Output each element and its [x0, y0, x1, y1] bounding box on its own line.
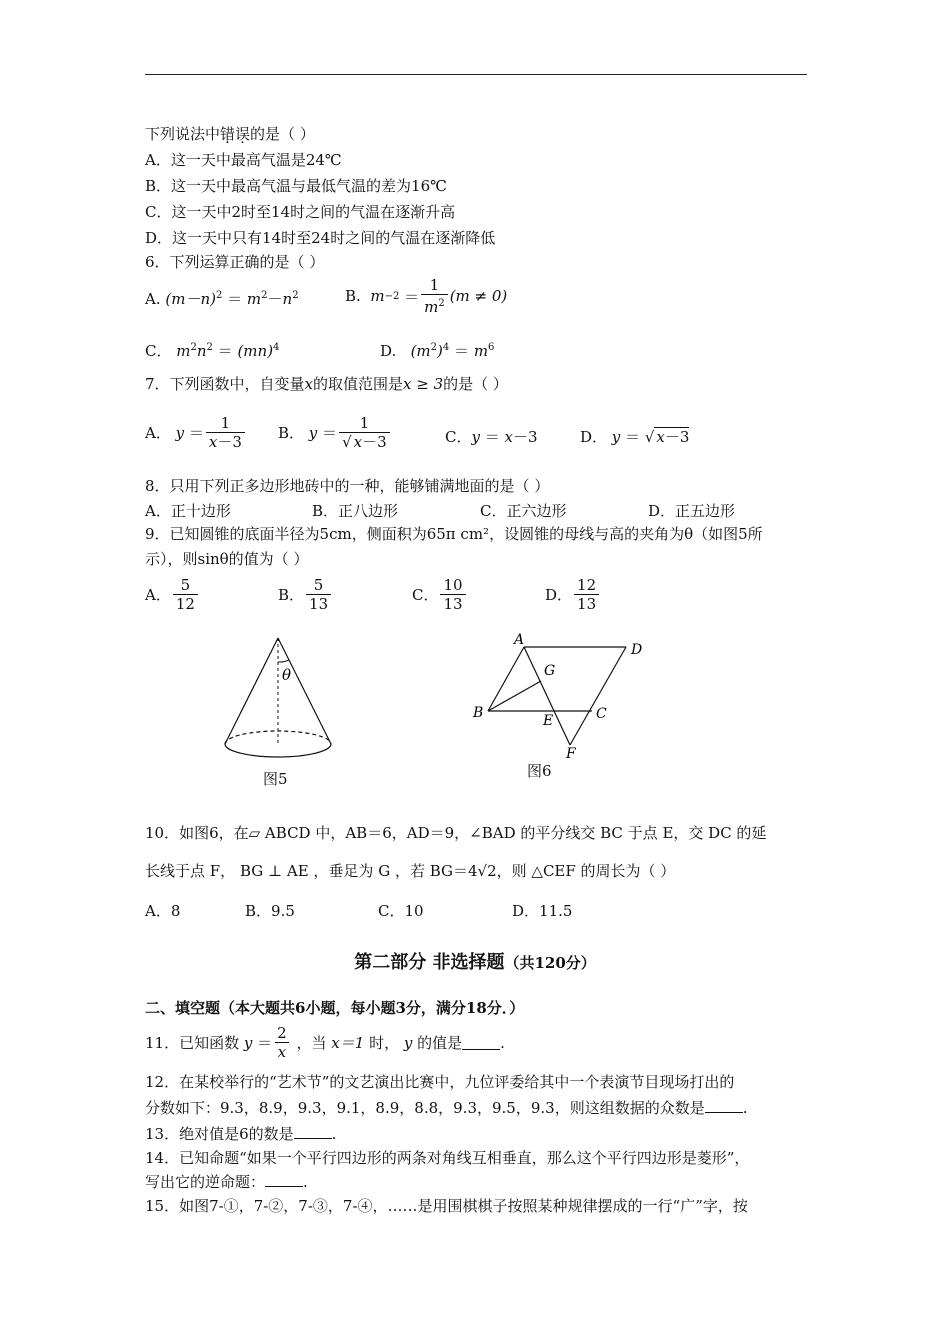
figure-6-parallelogram: [468, 630, 658, 760]
section2-title: 二、填空题（本大题共6小题，每小题3分，满分18分．）: [145, 999, 525, 1017]
fig6-label-f: F: [566, 746, 576, 760]
q14-line2: 写出它的逆命题： .: [145, 1173, 308, 1191]
q12-blank[interactable]: [705, 1098, 743, 1113]
q6-stem: 6．下列运算正确的是（ ）: [145, 253, 325, 271]
q9-option-d: D． $\frac{12}{13}$: [545, 576, 601, 613]
q5-option-c: C．这一天中2时至14时之间的气温在逐渐升高: [145, 203, 456, 221]
q6-option-b: B. m −2 ＝ $\frac{1}{m^2}$ (m ≠ 0): [345, 276, 508, 316]
q8-option-a: A．正十边形: [145, 502, 231, 520]
fig6-label-c: C: [596, 706, 607, 722]
fig6-caption: 图6: [527, 762, 552, 780]
q7-option-d: D． y ＝ √ x－3: [580, 428, 690, 446]
q5-option-a: A．这一天中最高气温是24℃: [145, 151, 342, 169]
q10-option-d: D．11.5: [512, 902, 573, 920]
q5-option-d: D．这一天中只有14时至24时之间的气温在逐渐降低: [145, 229, 496, 247]
q9-option-a: A． $\frac{5}{12}$: [145, 576, 200, 613]
q9-line1: 9．已知圆锥的底面半径为5cm，侧面积为65π cm²，设圆锥的母线与高的夹角为θ（如图5所: [145, 525, 763, 543]
fig6-label-e: E: [543, 713, 554, 729]
q8-option-d: D．正五边形: [648, 502, 736, 520]
q14-line1: 14．已知命题“如果一个平行四边形的两条对角线互相垂直，那么这个平行四边形是菱形”，: [145, 1149, 750, 1167]
q13: 13．绝对值是6的数是 .: [145, 1125, 337, 1143]
part2-title: 第二部分 非选择题（共120分）: [354, 952, 596, 973]
fig6-label-d: D: [631, 642, 643, 658]
q8-stem: 8．只用下列正多边形地砖中的一种，能够铺满地面的是（ ）: [145, 477, 550, 495]
fig6-label-a: A: [514, 632, 525, 648]
q12-line1: 12．在某校举行的“艺术节”的文艺演出比赛中，九位评委给其中一个表演节目现场打出的: [145, 1073, 735, 1091]
q7-option-c: C．y ＝ x－3: [445, 428, 538, 446]
q11-blank[interactable]: [462, 1035, 500, 1050]
q10-line2: 长线于点 F， BG ⊥ AE ，垂足为 G ，若 BG＝4√2，则 △CEF 的周长为（ ）: [145, 862, 676, 880]
q9-option-c: C． $\frac{10}{13}$: [412, 576, 468, 613]
q7-option-b: B． y ＝ $\frac{1}{√ x-3}$: [278, 414, 392, 451]
fig6-label-b: B: [473, 705, 484, 721]
q12-line2: 分数如下：9.3，8.9，9.3，9.1，8.9，8.8，9.3，9.5，9.3，则这组数据的众数是 .: [145, 1099, 748, 1117]
q10-option-b: B．9.5: [245, 902, 295, 920]
q9-line2: 示），则sinθ的值为（ ）: [145, 550, 309, 568]
q7-option-a: A． y ＝ $\frac{1}{x-3}$: [145, 414, 247, 451]
q7-stem: 7．下列函数中，自变量x的取值范围是x ≥ 3的是（ ）: [145, 375, 508, 393]
q11: 11．已知函数 y ＝ $\frac{2}{x}$ ，当 x＝1 时， y 的值是 .: [145, 1024, 505, 1061]
q5-option-b: B．这一天中最高气温与最低气温的差为16℃: [145, 177, 447, 195]
q6-option-d: D. $(m^2)^4 = m^6$: [380, 342, 495, 360]
q8-option-b: B．正八边形: [312, 502, 399, 520]
fig5-theta-label: θ: [282, 666, 292, 684]
q10-option-a: A．8: [145, 902, 181, 920]
fig5-caption: 图5: [263, 770, 288, 788]
q10-option-c: C．10: [378, 902, 424, 920]
q8-option-c: C．正六边形: [480, 502, 567, 520]
header-rule: [145, 74, 807, 75]
q9-option-b: B． $\frac{5}{13}$: [278, 576, 333, 613]
fig6-label-g: G: [544, 663, 556, 679]
q6-option-a: A. $(m-n)^2 = m^2-n^2$: [145, 290, 299, 308]
q10-line1: 10．如图6，在▱ ABCD 中，AB＝6，AD＝9，∠BAD 的平分线交 BC 于点 E，交 DC 的延: [145, 824, 767, 842]
q14-blank[interactable]: [265, 1172, 303, 1187]
q6-option-c: C． $m^2n^2 = (mn)^4$: [145, 342, 280, 360]
q5-stem: 下列说法中错误的是（ ）: [145, 125, 315, 143]
q13-blank[interactable]: [294, 1124, 332, 1139]
q15-line1: 15．如图7-①，7-②，7-③，7-④，……是用围棋棋子按照某种规律摆成的一行“广”字，按: [145, 1197, 748, 1215]
